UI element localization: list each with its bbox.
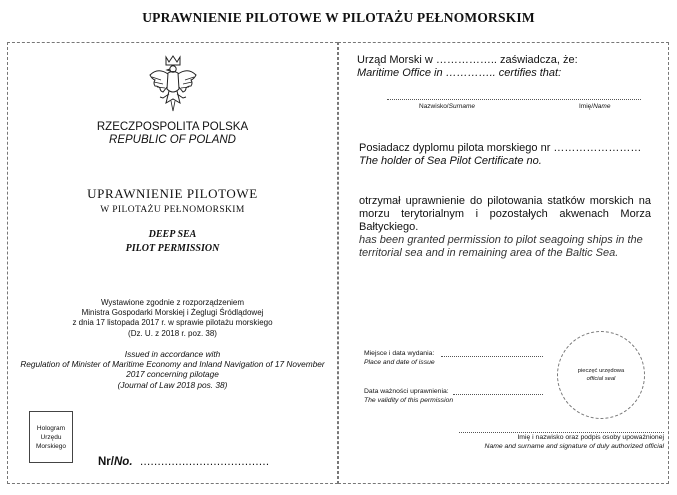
grant-statement-en: has been granted permission to pilot seagoing ships in the territorial sea and in remaining area of the Baltic Sea. bbox=[359, 234, 643, 259]
polish-eagle-emblem-icon bbox=[146, 53, 200, 115]
official-seal-circle bbox=[557, 331, 645, 419]
office-statement-pl: Urząd Morski w …………….. zaświadcza, że: bbox=[357, 54, 578, 66]
legal-pl-line: Wystawione zgodnie z rozporządzeniem bbox=[100, 298, 245, 307]
name-line bbox=[387, 99, 641, 100]
country-name-en: REPUBLIC OF POLAND bbox=[109, 134, 236, 146]
issue-place-line bbox=[441, 356, 543, 357]
issue-place-label-en: Place and date of issue bbox=[364, 359, 435, 366]
permission-title-pl: UPRAWNIENIE PILOTOWE bbox=[87, 186, 258, 201]
country-name-pl: RZECZPOSPOLITA POLSKA bbox=[96, 121, 249, 133]
hologram-box bbox=[29, 411, 73, 463]
name-label-en: Name bbox=[593, 103, 611, 110]
permission-title-en-line2: PILOT PERMISSION bbox=[125, 243, 220, 254]
permission-title-en-line1: DEEP SEA bbox=[148, 229, 197, 240]
surname-label-en: Surname bbox=[448, 103, 475, 110]
holder-statement-pl: Posiadacz dyplomu pilota morskiego nr …………………… bbox=[359, 142, 642, 154]
surname-label-pl: Nazwisko/ bbox=[419, 103, 449, 110]
legal-pl-line: z dnia 17 listopada 2017 r. w sprawie pilotażu morskiego bbox=[72, 318, 273, 328]
legal-pl-line: (Dz. U. z 2018 r. poz. 38) bbox=[128, 328, 217, 338]
legal-en-line: Issued in accordance with bbox=[124, 349, 221, 359]
seal-text-en: official seal bbox=[586, 376, 616, 382]
validity-label-pl: Data ważności uprawnienia: bbox=[364, 388, 449, 395]
content-panel bbox=[338, 42, 669, 484]
number-label-en: No. bbox=[113, 456, 133, 468]
legal-en-line: Regulation of Minister of Maritime Economy and Inland Navigation of 17 November bbox=[20, 359, 325, 370]
legal-basis-en bbox=[8, 349, 337, 390]
name-label bbox=[579, 103, 610, 110]
document-number-label bbox=[98, 456, 133, 468]
grant-statement-pl: otrzymał uprawnienie do pilotowania statków morskich na morzu terytorialnym i pozostałych akwenach Morza Bałtyckiego. bbox=[359, 195, 651, 233]
legal-en-line: (Journal of Law 2018 pos. 38) bbox=[117, 379, 228, 390]
seal-text-pl: pieczęć urzędowa bbox=[577, 368, 625, 374]
signature-label-en: Name and surname and signature of duly authorized official bbox=[484, 443, 664, 450]
surname-label bbox=[419, 103, 475, 110]
signature-line bbox=[459, 432, 664, 433]
legal-pl-line: Ministra Gospodarki Morskiej i Żeglugi Śródlądowej bbox=[81, 308, 264, 318]
signature-label-pl: Imię i nazwisko oraz podpis osoby upoważnionej bbox=[517, 434, 664, 441]
holder-statement-en: The holder of Sea Pilot Certificate no. bbox=[359, 155, 542, 167]
validity-line bbox=[453, 394, 543, 395]
issue-place-label-pl: Miejsce i data wydania: bbox=[364, 350, 435, 357]
legal-en-line: 2017 concerning pilotage bbox=[126, 369, 219, 380]
office-statement-en: Maritime Office in ………….. certifies that: bbox=[357, 67, 562, 79]
hologram-text: Urzędu bbox=[40, 433, 62, 441]
hologram-text: Hologram bbox=[36, 424, 66, 432]
validity-label-en: The validity of this permission bbox=[364, 397, 454, 404]
document-number-field: ..................................... bbox=[140, 456, 270, 468]
document-title: UPRAWNIENIE PILOTOWE W PILOTAŻU PEŁNOMORSKIM bbox=[142, 10, 535, 25]
cover-panel bbox=[7, 42, 338, 484]
permission-subtitle-pl: W PILOTAŻU PEŁNOMORSKIM bbox=[100, 205, 245, 215]
hologram-text: Morskiego bbox=[36, 442, 66, 450]
number-label-pl: Nr/ bbox=[98, 456, 114, 468]
name-label-pl: Imię/ bbox=[579, 103, 594, 110]
legal-basis-pl bbox=[8, 298, 337, 339]
